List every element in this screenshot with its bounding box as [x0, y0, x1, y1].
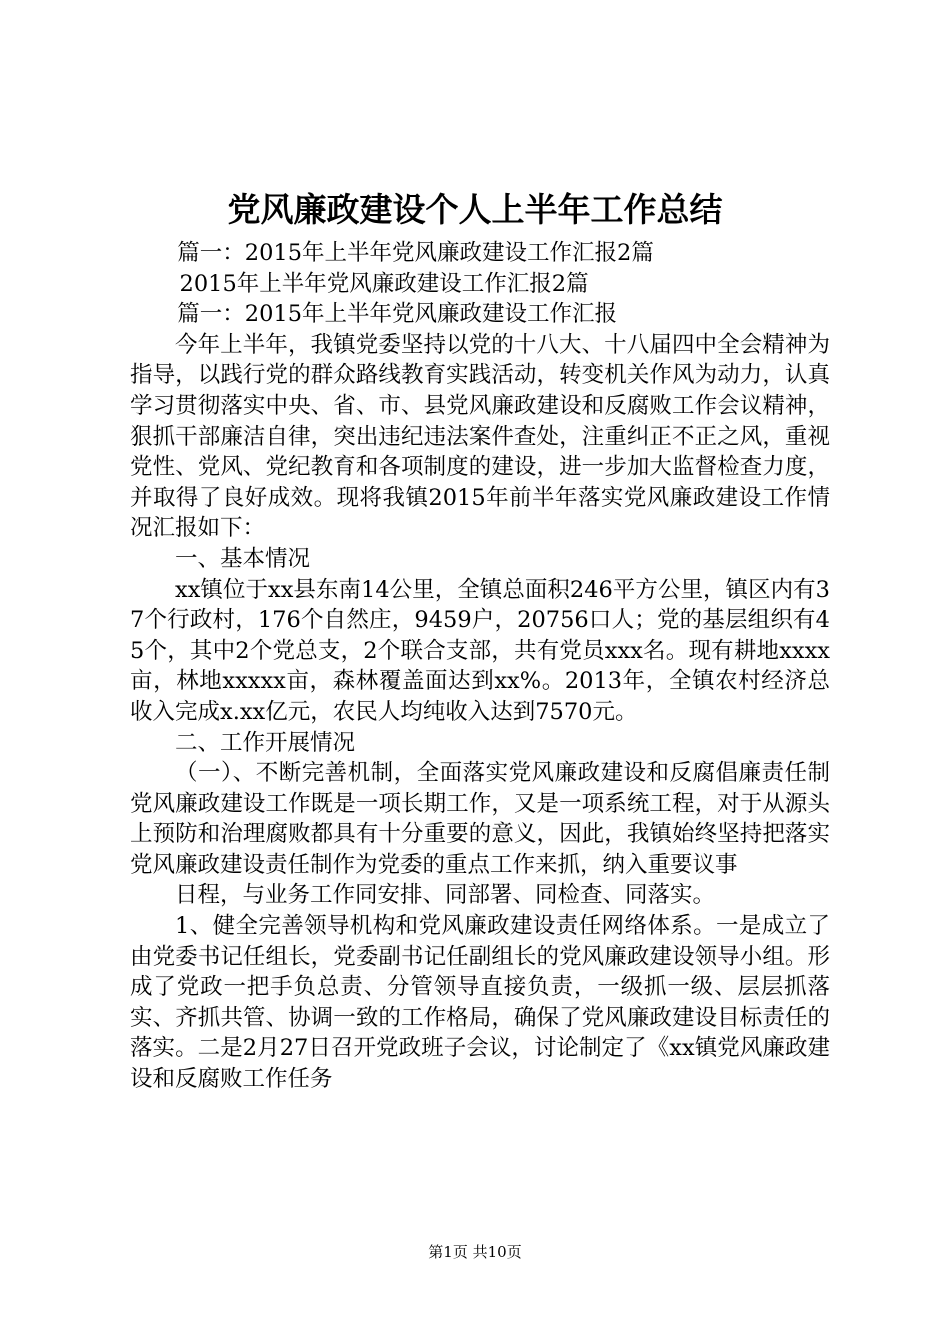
paragraph-leadership: 1、健全完善领导机构和党风廉政建设责任网络体系。一是成立了由党委书记任组长，党委副书记任副组长的党风廉政建设领导小组。形成了党政一把手负总责、分管领导直接负责，一级抓一级、层层抓落实、齐抓共管、协调一致的工作格局，确保了党风廉政建设目标责任的落实。二是2月27日召开党政班子会议，讨论制定了《xx镇党风廉政建设和反腐败工作任务: [130, 913, 830, 1093]
section-heading-2: 篇一：2015年上半年党风廉政建设工作汇报: [177, 301, 618, 328]
page-footer: 第1页 共10页: [428, 1243, 522, 1261]
document-body: [130, 238, 830, 1095]
paragraph-mechanism: （一）、不断完善机制，全面落实党风廉政建设和反腐倡廉责任制党风廉政建设工作既是一项长期工作，又是一项系统工程，对于从源头上预防和治理腐败都具有十分重要的意义，因此，我镇始终坚持把落实党风廉政建设责任制作为党委的重点工作来抓，纳入重要议事: [130, 760, 830, 878]
paragraph-schedule: 日程，与业务工作同安排、同部署、同检查、同落实。: [175, 882, 716, 909]
heading-basic-situation: 一、基本情况: [175, 545, 311, 572]
paragraph-basic-situation: xx镇位于xx县东南14公里，全镇总面积246平方公里，镇区内有37个行政村，176个自然庄，9459户，20756口人；党的基层组织有45个，其中2个党总支，2个联合支部，共有党员xxx名。现有耕地xxxx亩，林地xxxxx亩，森林覆盖面达到xx%。2013年，全镇农村经济总收入完成x.xx亿元，农民人均纯收入达到7570元。: [130, 576, 830, 725]
section-heading-1: 篇一：2015年上半年党风廉政建设工作汇报2篇: [177, 240, 654, 266]
heading-work-progress: 二、工作开展情况: [175, 729, 356, 756]
paragraph-intro: 今年上半年，我镇党委坚持以党的十八大、十八届四中全会精神为指导，以践行党的群众路线教育实践活动，转变机关作风为动力，认真学习贯彻落实中央、省、市、县党风廉政建设和反腐败工作会议精神，狠抓干部廉洁自律，突出违纪违法案件查处，注重纠正不正之风，重视党性、党风、党纪教育和各项制度的建设，进一步加大监督检查力度，并取得了良好成效。现将我镇2015年前半年落实党风廉政建设工作情况汇报如下：: [130, 331, 830, 542]
subheading: 2015年上半年党风廉政建设工作汇报2篇: [179, 270, 589, 297]
document-title: 党风廉政建设个人上半年工作总结: [227, 190, 723, 229]
